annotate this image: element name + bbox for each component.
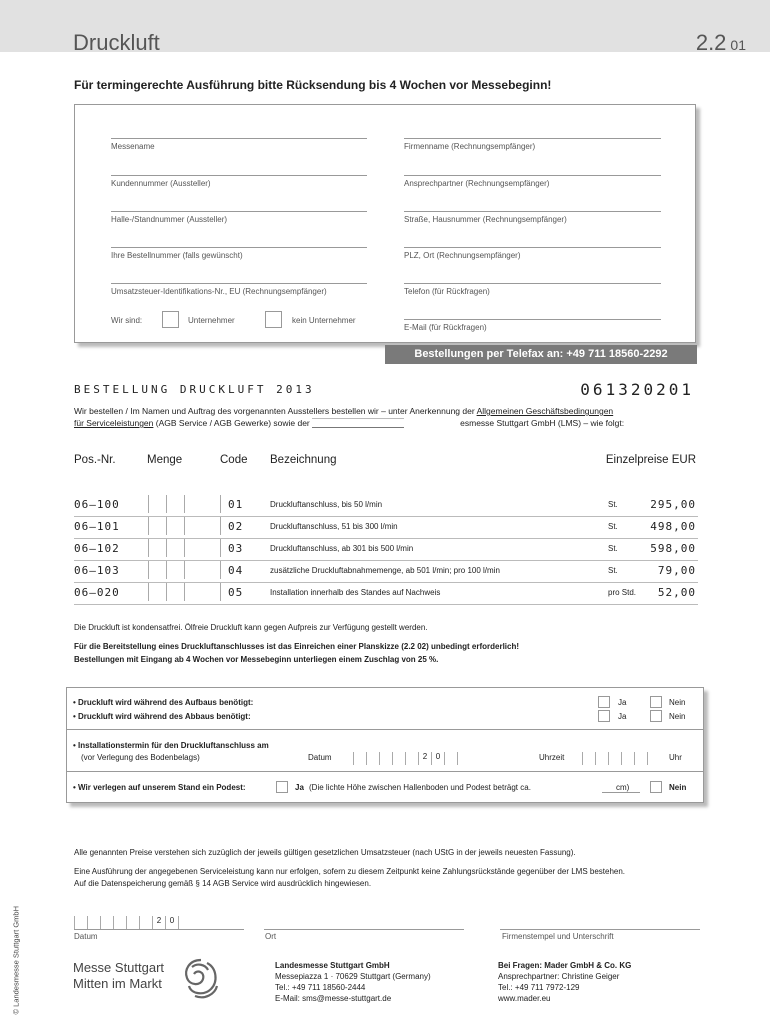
- field-line[interactable]: [111, 247, 367, 248]
- mader-contact: Ansprechpartner: Christine Geiger: [498, 972, 620, 981]
- field-line[interactable]: [404, 319, 661, 320]
- install-time-input[interactable]: [582, 750, 660, 768]
- row-pos: 06–102: [74, 542, 120, 555]
- lms-email[interactable]: E-Mail: sms@messe-stuttgart.de: [275, 994, 392, 1003]
- note-condensate: Die Druckluft ist kondensatfrei. Ölfreie Druckluft kann gegen Aufpreis zur Verfügung gestellt werden.: [74, 623, 428, 632]
- footer-data: Auf die Datenspeicherung gemäß § 14 AGB Service wird ausdrücklich hingewiesen.: [74, 879, 372, 888]
- footer-vat: Alle genannten Preise verstehen sich zuzüglich der jeweils gültigen gesetzlichen Umsatzsteuer (nach UStG in der jeweils neuesten Fassung).: [74, 848, 576, 857]
- podest-question: • Wir verlegen auf unserem Stand ein Podest:: [73, 783, 246, 792]
- col-header-code: Code: [220, 454, 248, 466]
- row-code: 05: [228, 586, 244, 599]
- row-pos: 06–101: [74, 520, 120, 533]
- datum-label: Datum: [308, 753, 332, 762]
- ort-input[interactable]: [264, 929, 464, 930]
- menge-cell[interactable]: [148, 517, 149, 535]
- menge-cell[interactable]: [184, 561, 185, 579]
- row-code: 01: [228, 498, 244, 511]
- row-desc: Druckluftanschluss, 51 bis 300 l/min: [270, 522, 398, 531]
- section-label: 2.2: [695, 30, 727, 55]
- install-hint: (vor Verlegung des Bodenbelags): [81, 753, 200, 762]
- field-label: E-Mail (für Rückfragen): [404, 323, 487, 332]
- row-price: 295,00: [650, 498, 696, 511]
- uhr-label: Uhr: [669, 753, 682, 762]
- field-line[interactable]: [404, 211, 661, 212]
- field-line: [74, 929, 244, 930]
- menge-cell[interactable]: [220, 583, 221, 601]
- row-pos: 06–103: [74, 564, 120, 577]
- menge-cell[interactable]: [184, 583, 185, 601]
- field-line[interactable]: [111, 211, 367, 212]
- section-number: [696, 30, 746, 56]
- col-header-pos: Pos.-Nr.: [74, 454, 116, 466]
- field-label: Messename: [111, 142, 155, 151]
- table-row: [74, 561, 698, 583]
- blank-field[interactable]: [312, 418, 404, 428]
- customer-form-card: [74, 104, 696, 343]
- col-header-bezeichnung: Bezeichnung: [270, 454, 337, 466]
- unternehmer-label: Unternehmer: [188, 316, 235, 325]
- field-label: Halle-/Standnummer (Aussteller): [111, 215, 228, 224]
- year-digit: 0: [165, 916, 178, 929]
- lms-address: [275, 960, 431, 1004]
- menge-cell[interactable]: [148, 561, 149, 579]
- row-code: 03: [228, 542, 244, 555]
- year-digit: 2: [152, 916, 165, 929]
- menge-cell[interactable]: [220, 561, 221, 579]
- lms-phone: Tel.: +49 711 18560-2444: [275, 983, 366, 992]
- field-line[interactable]: [111, 283, 367, 284]
- row-price: 79,00: [657, 564, 696, 577]
- abbau-question: • Druckluft wird während des Abbaus benötigt:: [73, 712, 251, 721]
- field-line[interactable]: [111, 138, 367, 139]
- order-number: 061320201: [580, 380, 694, 399]
- intro-text-3: esmesse Stuttgart GmbH (LMS) – wie folgt:: [460, 418, 625, 428]
- row-unit: St.: [608, 566, 618, 575]
- mader-address: [498, 960, 631, 1004]
- podest-hint: (Die lichte Höhe zwischen Hallenboden und Podest beträgt ca.: [309, 783, 531, 792]
- menge-cell[interactable]: [166, 583, 167, 601]
- wir-sind-label: Wir sind:: [111, 316, 143, 325]
- messe-logo-icon: [181, 956, 221, 1002]
- install-date-input[interactable]: [353, 750, 470, 768]
- sig-stempel-label: Firmenstempel und Unterschrift: [502, 932, 614, 941]
- aufbau-nein-checkbox[interactable]: [650, 696, 662, 708]
- year-digit: 2: [418, 752, 431, 765]
- menge-cell[interactable]: [166, 539, 167, 557]
- divider: [67, 729, 703, 730]
- logo-text: Messe Stuttgart: [73, 960, 165, 975]
- ja-label: Ja: [618, 698, 627, 707]
- menge-cell[interactable]: [148, 583, 149, 601]
- note-surcharge: Bestellungen mit Eingang ab 4 Wochen vor Messebeginn unterliegen einem Zuschlag von 25 %.: [74, 655, 439, 664]
- page-label: 01: [730, 37, 746, 53]
- field-line[interactable]: [404, 247, 661, 248]
- note-planskizze: Für die Bereitstellung eines Druckluftanschlusses ist das Einreichen einer Planskizze (2.2 02) unbedingt erforderlich!: [74, 642, 520, 651]
- row-pos: 06–020: [74, 586, 120, 599]
- table-row: [74, 583, 698, 605]
- menge-cell[interactable]: [166, 517, 167, 535]
- ja-label: Ja: [618, 712, 627, 721]
- field-label: Straße, Hausnummer (Rechnungsempfänger): [404, 215, 567, 224]
- logo-slogan: Mitten im Markt: [73, 976, 162, 991]
- order-title: BESTELLUNG DRUCKLUFT 2013: [74, 383, 315, 396]
- col-header-preis: Einzelpreise EUR: [605, 454, 696, 466]
- mader-name: Bei Fragen: Mader GmbH & Co. KG: [498, 961, 632, 970]
- menge-cell[interactable]: [220, 517, 221, 535]
- nein-label: Nein: [669, 698, 686, 707]
- row-price: 598,00: [650, 542, 696, 555]
- row-desc: zusätzliche Druckluftabnahmemenge, ab 501 l/min; pro 100 l/min: [270, 566, 500, 575]
- row-code: 02: [228, 520, 244, 533]
- field-label: Umsatzsteuer-Identifikations-Nr., EU (Rechnungsempfänger): [111, 287, 327, 296]
- sig-datum-label: Datum: [74, 932, 98, 941]
- table-row: [74, 517, 698, 539]
- intro-text: Wir bestellen / Im Namen und Auftrag des vorgenannten Ausstellers bestellen wir – unter Anerkennung der: [74, 406, 475, 416]
- menge-cell[interactable]: [220, 495, 221, 513]
- nein-label: Nein: [669, 712, 686, 721]
- mader-phone: Tel.: +49 711 7972-129: [498, 983, 580, 992]
- cm-label: cm): [616, 783, 630, 792]
- row-pos: 06–100: [74, 498, 120, 511]
- field-label: Ihre Bestellnummer (falls gewünscht): [111, 251, 243, 260]
- row-price: 52,00: [657, 586, 696, 599]
- menge-cell[interactable]: [166, 495, 167, 513]
- page-title: Druckluft: [73, 30, 160, 55]
- field-label: Ansprechpartner (Rechnungsempfänger): [404, 179, 550, 188]
- aufbau-question: • Druckluft wird während des Aufbaus benötigt:: [73, 698, 254, 707]
- row-unit: St.: [608, 522, 618, 531]
- ja-label: Ja: [295, 783, 304, 792]
- menge-cell[interactable]: [220, 539, 221, 557]
- menge-cell[interactable]: [184, 517, 185, 535]
- agb-link[interactable]: Allgemeinen Geschäftsbedingungen: [476, 406, 614, 416]
- kein-unternehmer-label: kein Unternehmer: [292, 316, 356, 325]
- copyright-note: © Landesmesse Stuttgart GmbH: [11, 906, 21, 1015]
- questions-box: [66, 687, 704, 803]
- row-price: 498,00: [650, 520, 696, 533]
- row-unit: St.: [608, 544, 618, 553]
- abbau-nein-checkbox[interactable]: [650, 710, 662, 722]
- table-row: [74, 495, 698, 517]
- aufbau-ja-checkbox[interactable]: [598, 696, 610, 708]
- kein-unternehmer-checkbox[interactable]: [265, 311, 282, 328]
- deadline-notice: Für termingerechte Ausführung bitte Rücksendung bis 4 Wochen vor Messebeginn!: [74, 78, 552, 92]
- table-row: [74, 539, 698, 561]
- lms-street: Messepiazza 1 · 70629 Stuttgart (Germany): [275, 972, 431, 981]
- lms-name: Landesmesse Stuttgart GmbH: [275, 961, 390, 970]
- footer-payment: Eine Ausführung der angegebenen Serviceleistung kann nur erfolgen, sofern zu diesem Zeitpunkt keine Zahlungsrückstände gegenüber der LMS bestehen.: [74, 867, 626, 876]
- menge-cell[interactable]: [148, 495, 149, 513]
- order-intro: [74, 405, 699, 429]
- install-question: • Installationstermin für den Druckluftanschluss am: [73, 741, 269, 750]
- abbau-ja-checkbox[interactable]: [598, 710, 610, 722]
- menge-cell[interactable]: [184, 539, 185, 557]
- field-label: Kundennummer (Aussteller): [111, 179, 211, 188]
- menge-cell[interactable]: [148, 539, 149, 557]
- col-header-menge: Menge: [147, 454, 183, 466]
- podest-ja-checkbox[interactable]: [276, 781, 288, 793]
- menge-cell[interactable]: [184, 495, 185, 513]
- field-line[interactable]: [404, 138, 661, 139]
- signature-input[interactable]: [500, 929, 700, 930]
- unternehmer-checkbox[interactable]: [162, 311, 179, 328]
- row-code: 04: [228, 564, 244, 577]
- mader-web[interactable]: www.mader.eu: [498, 994, 551, 1003]
- field-line[interactable]: [404, 283, 661, 284]
- field-line[interactable]: [404, 175, 661, 176]
- divider: [67, 771, 703, 772]
- sig-ort-label: Ort: [265, 932, 277, 941]
- row-unit: pro Std.: [608, 588, 637, 597]
- field-label: Telefon (für Rückfragen): [404, 287, 490, 296]
- menge-cell[interactable]: [166, 561, 167, 579]
- field-label: PLZ, Ort (Rechnungsempfänger): [404, 251, 521, 260]
- uhrzeit-label: Uhrzeit: [539, 753, 565, 762]
- nein-label: Nein: [669, 783, 687, 792]
- row-desc: Installation innerhalb des Standes auf Nachweis: [270, 588, 441, 597]
- agb-link-2[interactable]: für Serviceleistungen: [74, 418, 154, 428]
- podest-nein-checkbox[interactable]: [650, 781, 662, 793]
- field-line[interactable]: [111, 175, 367, 176]
- year-digit: 0: [431, 752, 444, 765]
- row-desc: Druckluftanschluss, bis 50 l/min: [270, 500, 383, 509]
- podest-height-input[interactable]: [602, 792, 640, 793]
- fax-banner: Bestellungen per Telefax an: +49 711 18560-2292: [385, 345, 697, 364]
- field-label: Firmenname (Rechnungsempfänger): [404, 142, 536, 151]
- row-desc: Druckluftanschluss, ab 301 bis 500 l/min: [270, 544, 414, 553]
- row-unit: St.: [608, 500, 618, 509]
- intro-text-2: (AGB Service / AGB Gewerke) sowie der: [155, 418, 310, 428]
